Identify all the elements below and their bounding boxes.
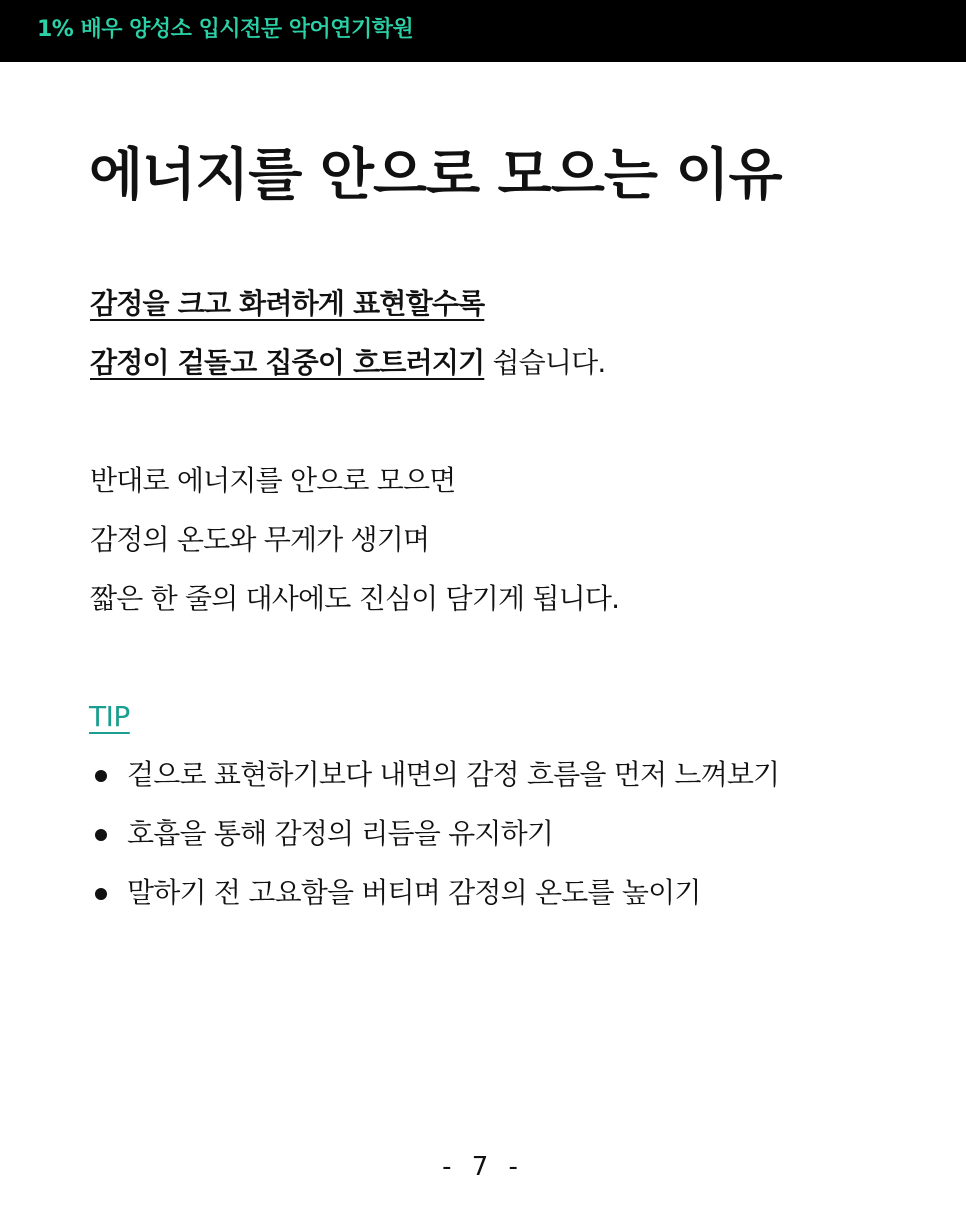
- body-line-1: 반대로 에너지를 안으로 모으면: [90, 464, 456, 497]
- tip-list: [95, 755, 779, 932]
- bullet-icon: [95, 770, 107, 782]
- tip-item: [95, 755, 779, 814]
- tip-item-text: 호흡을 통해 감정의 리듬을 유지하기: [127, 817, 554, 850]
- tip-item-text: 말하기 전 고요함을 버티며 감정의 온도를 높이기: [127, 876, 701, 909]
- page-number: - 7 -: [442, 1152, 524, 1182]
- tip-item: [95, 814, 779, 873]
- intro-line-1-underlined: 감정을 크고 화려하게 표현할수록: [90, 287, 485, 320]
- intro-line-2: [90, 343, 606, 383]
- bullet-icon: [95, 829, 107, 841]
- top-banner: [0, 0, 966, 62]
- intro-line-2-rest: 쉽습니다.: [484, 346, 606, 379]
- bullet-icon: [95, 888, 107, 900]
- tip-item-text: 겉으로 표현하기보다 내면의 감정 흐름을 먼저 느껴보기: [127, 758, 780, 791]
- tip-item: [95, 873, 779, 932]
- tip-heading: TIP: [89, 700, 130, 733]
- body-line-2: 감정의 온도와 무게가 생기며: [90, 523, 430, 556]
- page-title: 에너지를 안으로 모으는 이유: [89, 143, 782, 208]
- banner-title: 1% 배우 양성소 입시전문 악어연기학원: [37, 17, 414, 42]
- intro-line-1: [90, 284, 484, 324]
- body-line-3: 짧은 한 줄의 대사에도 진심이 담기게 됩니다.: [90, 582, 620, 615]
- intro-line-2-underlined: 감정이 겉돌고 집중이 흐트러지기: [90, 346, 485, 379]
